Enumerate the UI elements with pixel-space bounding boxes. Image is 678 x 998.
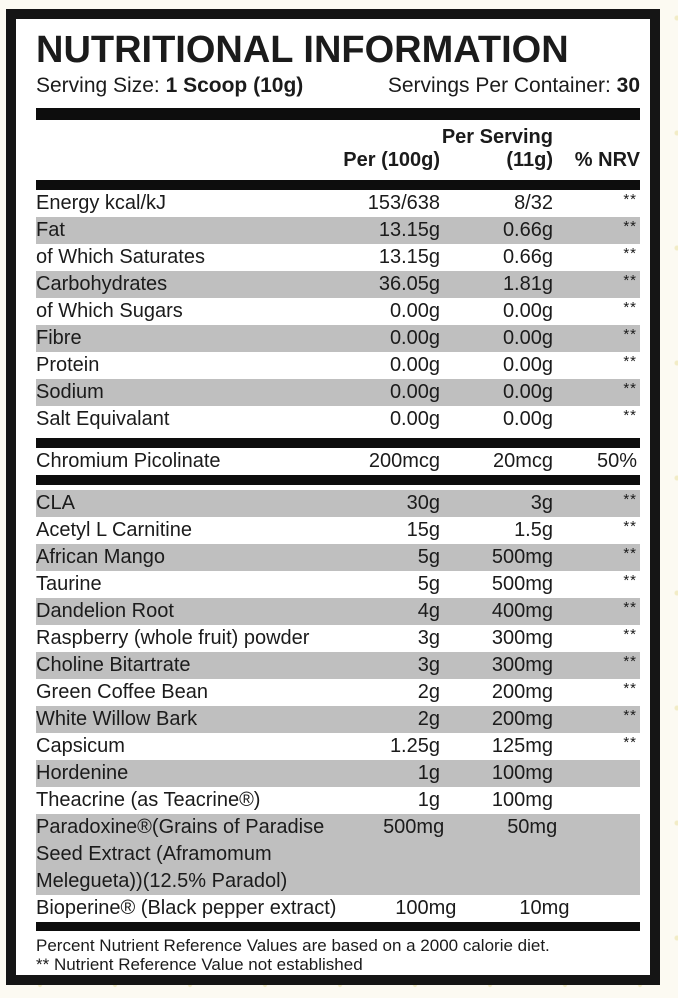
per-100g-value: 0.00g [389,300,440,322]
nrv-value: ** [623,326,637,343]
per-100g-value: 15g [406,519,440,541]
per-100g-value: 13.15g [378,219,440,241]
table-row [36,244,640,271]
per-100g-value: 30g [406,492,440,514]
nrv-value: ** [623,707,637,724]
per-100g-value: 0.00g [389,354,440,376]
per-100g-value: 500mg [383,816,445,838]
nutrient-label-line: Paradoxine®(Grains of Paradise [36,816,325,838]
table-row [36,787,640,814]
nrv-value: ** [623,545,637,562]
nutrient-label: of Which Saturates [36,246,205,268]
minerals-table [36,448,640,475]
table-row [36,190,640,217]
per-100g-value: 5g [417,546,440,568]
per-serving-value: 400mg [491,600,553,622]
nrv-value: ** [623,380,637,397]
per-serving-value: 50mg [507,816,558,838]
nrv-value: ** [623,653,637,670]
per-100g-value: 0.00g [389,327,440,349]
nutrient-label: Taurine [36,573,102,595]
nrv-value: ** [623,572,637,589]
nutrient-label: African Mango [36,546,165,568]
table-row [36,706,640,733]
table-row [36,448,640,475]
page-title: NUTRITIONAL INFORMATION [36,29,569,71]
header-per-serving-line1: Per Serving [441,126,553,148]
table-row [36,598,640,625]
per-serving-value: 500mg [491,573,553,595]
nutrient-label: Protein [36,354,100,376]
table-row [36,325,640,352]
nutrient-label: Capsicum [36,735,125,757]
per-serving-value: 100mg [491,789,553,811]
per-100g-value: 0.00g [389,408,440,430]
servings-per-container [388,74,640,98]
nutrient-label-line: Seed Extract (Aframomum [36,843,272,865]
per-100g-value: 5g [417,573,440,595]
header-nrv: % NRV [574,149,640,171]
nrv-value: ** [623,407,637,424]
nutrient-label: Acetyl L Carnitine [36,519,192,541]
nutrient-label: of Which Sugars [36,300,183,322]
per-serving-value: 20mcg [492,450,553,472]
divider-bar-header [36,180,640,190]
per-serving-value: 300mg [491,654,553,676]
per-100g-value: 3g [417,627,440,649]
per-serving-value: 200mg [491,681,553,703]
per-100g-value: 2g [417,708,440,730]
actives-table [36,490,640,922]
serving-size-value: 1 Scoop (10g) [165,74,304,97]
nutrition-label-panel [6,9,660,985]
per-serving-value: 125mg [491,735,553,757]
nutrient-label: Hordenine [36,762,129,784]
footnote-not-established: ** Nutrient Reference Value not established [36,955,363,974]
nrv-value: ** [623,734,637,751]
per-serving-value: 100mg [491,762,553,784]
per-100g-value: 2g [417,681,440,703]
nutrient-label: Chromium Picolinate [36,450,221,472]
nutrient-label: Fibre [36,327,82,349]
footnote-nrv-basis: Percent Nutrient Reference Values are based on a 2000 calorie diet. [36,936,550,955]
divider-bar-top [36,108,640,120]
per-serving-value: 0.66g [502,246,553,268]
table-row [36,544,640,571]
divider-bar-macros [36,438,640,448]
nutrient-label: Energy kcal/kJ [36,192,167,214]
table-row [36,733,640,760]
table-row [36,379,640,406]
table-row [36,298,640,325]
per-100g-value: 0.00g [389,381,440,403]
nutrient-label: Green Coffee Bean [36,681,208,703]
nrv-value: ** [623,518,637,535]
table-row [36,625,640,652]
nutrient-label: CLA [36,492,75,514]
table-row [36,571,640,598]
table-row [36,652,640,679]
per-serving-value: 300mg [491,627,553,649]
per-100g-value: 200mcg [368,450,440,472]
serving-info-row [36,74,640,98]
nrv-value: ** [623,218,637,235]
nrv-value: ** [623,245,637,262]
per-serving-value: 0.00g [502,354,553,376]
per-100g-value: 36.05g [378,273,440,295]
nutrient-label: Sodium [36,381,104,403]
nutrient-label: Choline Bitartrate [36,654,191,676]
per-100g-value: 1g [417,762,440,784]
per-serving-value: 1.81g [502,273,553,295]
serving-size-label: Serving Size: [36,74,160,97]
footnotes [36,936,640,974]
column-header-row [36,126,640,172]
table-row [36,406,640,433]
nrv-value: ** [623,599,637,616]
nrv-value: ** [623,191,637,208]
table-row [36,895,640,922]
per-serving-value: 0.66g [502,219,553,241]
serving-size [36,74,303,98]
divider-bar-bottom [36,922,640,931]
per-100g-value: 13.15g [378,246,440,268]
per-100g-value: 3g [417,654,440,676]
servings-per-container-value: 30 [616,74,640,97]
per-serving-value: 3g [530,492,553,514]
nutrient-label [36,814,324,895]
table-row [36,517,640,544]
per-serving-value: 0.00g [502,300,553,322]
table-row [36,814,640,895]
nutrient-label: Carbohydrates [36,273,168,295]
nrv-value: ** [623,680,637,697]
per-serving-value: 8/32 [514,192,553,214]
per-serving-value: 0.00g [502,408,553,430]
nutrient-label: Salt Equivalant [36,408,170,430]
per-serving-value: 10mg [519,897,570,919]
nrv-value: ** [623,272,637,289]
per-serving-value: 0.00g [502,327,553,349]
nutrient-label-line: Melegueta))(12.5% Paradol) [36,870,288,892]
nrv-value: ** [623,626,637,643]
per-100g-value: 153/638 [367,192,440,214]
per-serving-value: 500mg [491,546,553,568]
header-per-serving [440,126,553,172]
table-row [36,760,640,787]
table-row [36,679,640,706]
nrv-value: 50% [596,450,637,472]
table-row [36,217,640,244]
per-100g-value: 100mg [395,897,457,919]
header-per-serving-line2: (11g) [506,149,553,171]
per-100g-value: 1g [417,789,440,811]
per-serving-value: 1.5g [514,519,553,541]
nrv-value: ** [623,353,637,370]
per-serving-value: 200mg [491,708,553,730]
nutrient-label: Dandelion Root [36,600,174,622]
table-row [36,271,640,298]
per-serving-value: 0.00g [502,381,553,403]
nutrient-label: Raspberry (whole fruit) powder [36,627,310,649]
macros-table [36,190,640,433]
nutrient-label: Theacrine (as Teacrine®) [36,789,261,811]
nutrient-label: Bioperine® (Black pepper extract) [36,897,337,919]
table-row [36,490,640,517]
nutrient-label: Fat [36,219,65,241]
header-per-100g: Per (100g) [343,149,440,171]
divider-bar-minerals [36,475,640,485]
per-100g-value: 4g [417,600,440,622]
table-row [36,352,640,379]
servings-per-container-label: Servings Per Container: [387,74,611,97]
nrv-value: ** [623,491,637,508]
per-100g-value: 1.25g [389,735,440,757]
nutrient-label: White Willow Bark [36,708,198,730]
nrv-value: ** [623,299,637,316]
